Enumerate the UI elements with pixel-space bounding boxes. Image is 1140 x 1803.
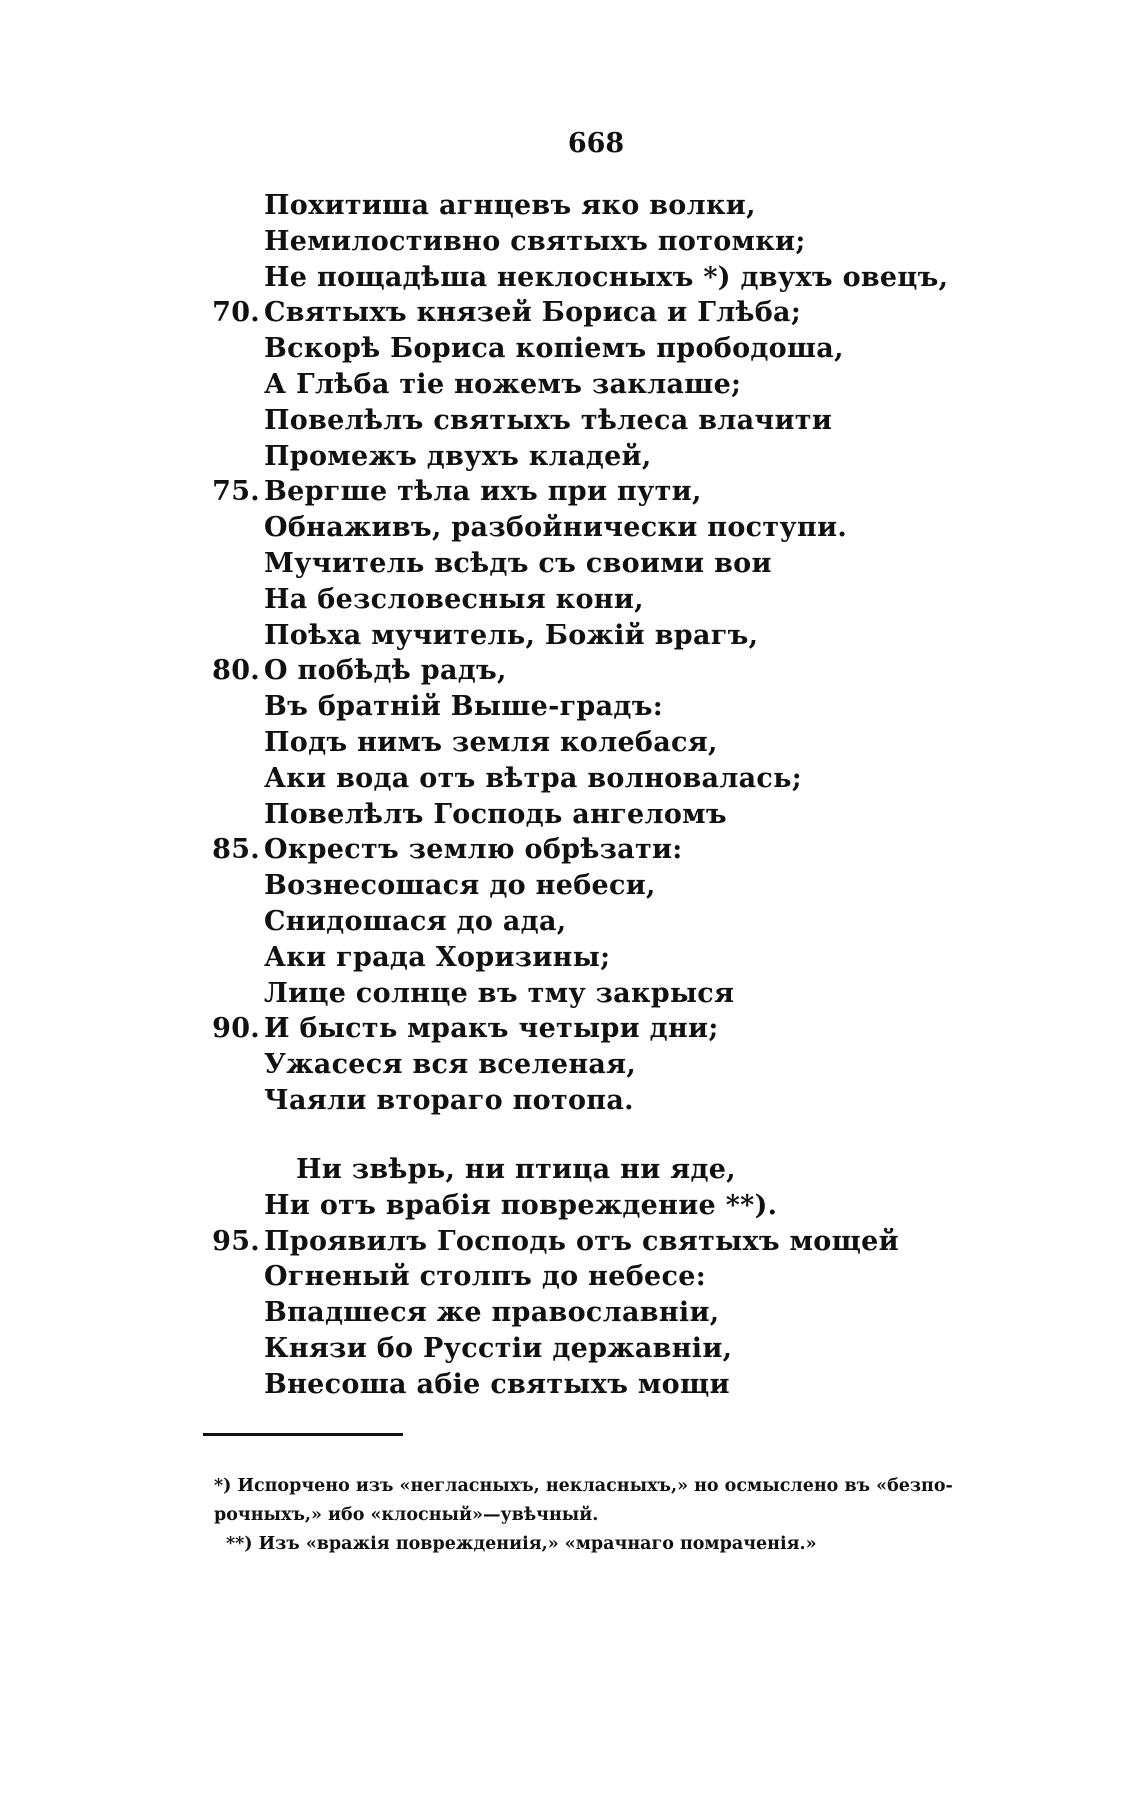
verse-line xyxy=(0,1188,1140,1224)
verse-line xyxy=(0,295,1140,331)
poem-stanza-2 xyxy=(0,1152,1140,1403)
verse-line-text: Вскорѣ Бориса копiемъ прободоша, xyxy=(264,333,844,365)
footnote-1-continuation: рочныхъ,» ибо «клосный»—увѣчный. xyxy=(214,1505,599,1525)
verse-line-text: Повелѣлъ святыхъ тѣлеса влачити xyxy=(264,404,833,436)
verse-line-text: Святыхъ князей Бориса и Глѣба; xyxy=(264,297,802,329)
verse-line xyxy=(0,331,1140,367)
verse-line-text: Обнаживъ, разбойнически поступи. xyxy=(264,512,848,544)
verse-line-number: 80. xyxy=(212,655,260,687)
footnotes xyxy=(214,1472,984,1559)
verse-line xyxy=(0,1259,1140,1295)
verse-line xyxy=(0,1083,1140,1119)
verse-line-text: Ни отъ врабiя повреждение **). xyxy=(264,1189,778,1221)
verse-line xyxy=(0,260,1140,296)
verse-line-text: На безсловесныя кони, xyxy=(264,583,644,615)
footnote-1-text: Испорчено изъ «негласныхъ, некласныхъ,» но осмыслено въ «безпо- xyxy=(237,1476,953,1496)
verse-line-text: Промежъ двухъ кладей, xyxy=(264,440,652,472)
verse-line xyxy=(0,1331,1140,1367)
verse-line-number: 70. xyxy=(212,297,260,329)
verse-line xyxy=(0,976,1140,1012)
verse-line xyxy=(0,1224,1140,1260)
verse-line-text: Вознесошася до небеси, xyxy=(264,870,656,902)
verse-line xyxy=(0,618,1140,654)
verse-line xyxy=(0,367,1140,403)
verse-line-text: Окрестъ землю обрѣзати: xyxy=(264,834,683,866)
footnote-2-mark: **) xyxy=(226,1534,253,1554)
verse-line-text: Мучитель всѣдъ съ своими вои xyxy=(264,547,772,579)
verse-line-text: Аки града Хоризины; xyxy=(264,941,611,973)
verse-line xyxy=(0,868,1140,904)
verse-line-text: Поѣха мучитель, Божiй врагъ, xyxy=(264,619,759,651)
footnote-2 xyxy=(214,1530,984,1559)
verse-line-number: 75. xyxy=(212,476,260,508)
verse-line-text: Похитиша агнцевъ яко волки, xyxy=(264,190,756,221)
verse-line-text: Снидошася до ада, xyxy=(264,905,567,937)
verse-line xyxy=(0,510,1140,546)
verse-line xyxy=(0,1047,1140,1083)
verse-line-text: Ужасеся вся вселеная, xyxy=(264,1049,637,1081)
verse-line xyxy=(0,224,1140,260)
verse-line-text: Ни звѣрь, ни птица ни яде, xyxy=(296,1154,736,1185)
verse-line-text: Чаяли втораго потопа. xyxy=(264,1084,634,1116)
verse-line-text: Огненый столпъ до небесе: xyxy=(264,1261,706,1293)
verse-line-text: Аки вода отъ вѣтра волновалась; xyxy=(264,762,803,794)
verse-line-number: 95. xyxy=(212,1225,260,1257)
verse-line-text: Подъ нимъ земля колебася, xyxy=(264,726,718,758)
verse-line-number: 85. xyxy=(212,834,260,866)
footnote-1 xyxy=(214,1472,984,1501)
verse-line xyxy=(0,832,1140,868)
verse-line xyxy=(0,1367,1140,1403)
verse-line-number: 90. xyxy=(212,1013,260,1045)
verse-line xyxy=(0,582,1140,618)
verse-line xyxy=(0,653,1140,689)
verse-line xyxy=(0,940,1140,976)
verse-line-text: Князи бо Русстiи державнiи, xyxy=(264,1332,733,1364)
verse-line xyxy=(0,797,1140,833)
verse-line-text: Не пощадѣша неклосныхъ *) двухъ овецъ, xyxy=(264,261,949,293)
verse-line-text: Повелѣлъ Господь ангеломъ xyxy=(264,798,727,830)
poem-stanza-1 xyxy=(0,188,1140,1119)
verse-line-text: Вергше тѣла ихъ при пути, xyxy=(264,476,702,508)
verse-line xyxy=(0,439,1140,475)
footnote-1-mark: *) xyxy=(214,1476,232,1496)
verse-line xyxy=(0,904,1140,940)
verse-line-text: О побѣдѣ радъ, xyxy=(264,655,507,687)
verse-line xyxy=(0,546,1140,582)
footnote-2-text: Изъ «вражiя повреждениiя,» «мрачнаго помраченiя.» xyxy=(258,1534,817,1554)
verse-line xyxy=(0,689,1140,725)
verse-line xyxy=(0,1295,1140,1331)
verse-line-text: Проявилъ Господь отъ святыхъ мощей xyxy=(264,1225,899,1257)
verse-line-text: Впадшеся же православнiи, xyxy=(264,1297,720,1329)
verse-line xyxy=(0,1152,1140,1188)
verse-line-text: Въ братнiй Выше-градъ: xyxy=(264,691,663,723)
verse-line-text: А Глѣба тiе ножемъ заклаше; xyxy=(264,368,742,400)
verse-line xyxy=(0,761,1140,797)
footnote-divider xyxy=(203,1433,403,1436)
verse-line xyxy=(0,474,1140,510)
verse-line-text: Немилостивно святыхъ потомки; xyxy=(264,225,806,257)
verse-line xyxy=(0,188,1140,224)
page-number: 668 xyxy=(567,128,625,159)
verse-line-text: Лице солнце въ тму закрыся xyxy=(264,977,735,1009)
verse-line xyxy=(0,725,1140,761)
verse-line-text: И бысть мракъ четыри дни; xyxy=(264,1013,719,1045)
verse-line xyxy=(0,403,1140,439)
verse-line-text: Внесоша абiе святыхъ мощи xyxy=(264,1368,730,1400)
verse-line xyxy=(0,1011,1140,1047)
